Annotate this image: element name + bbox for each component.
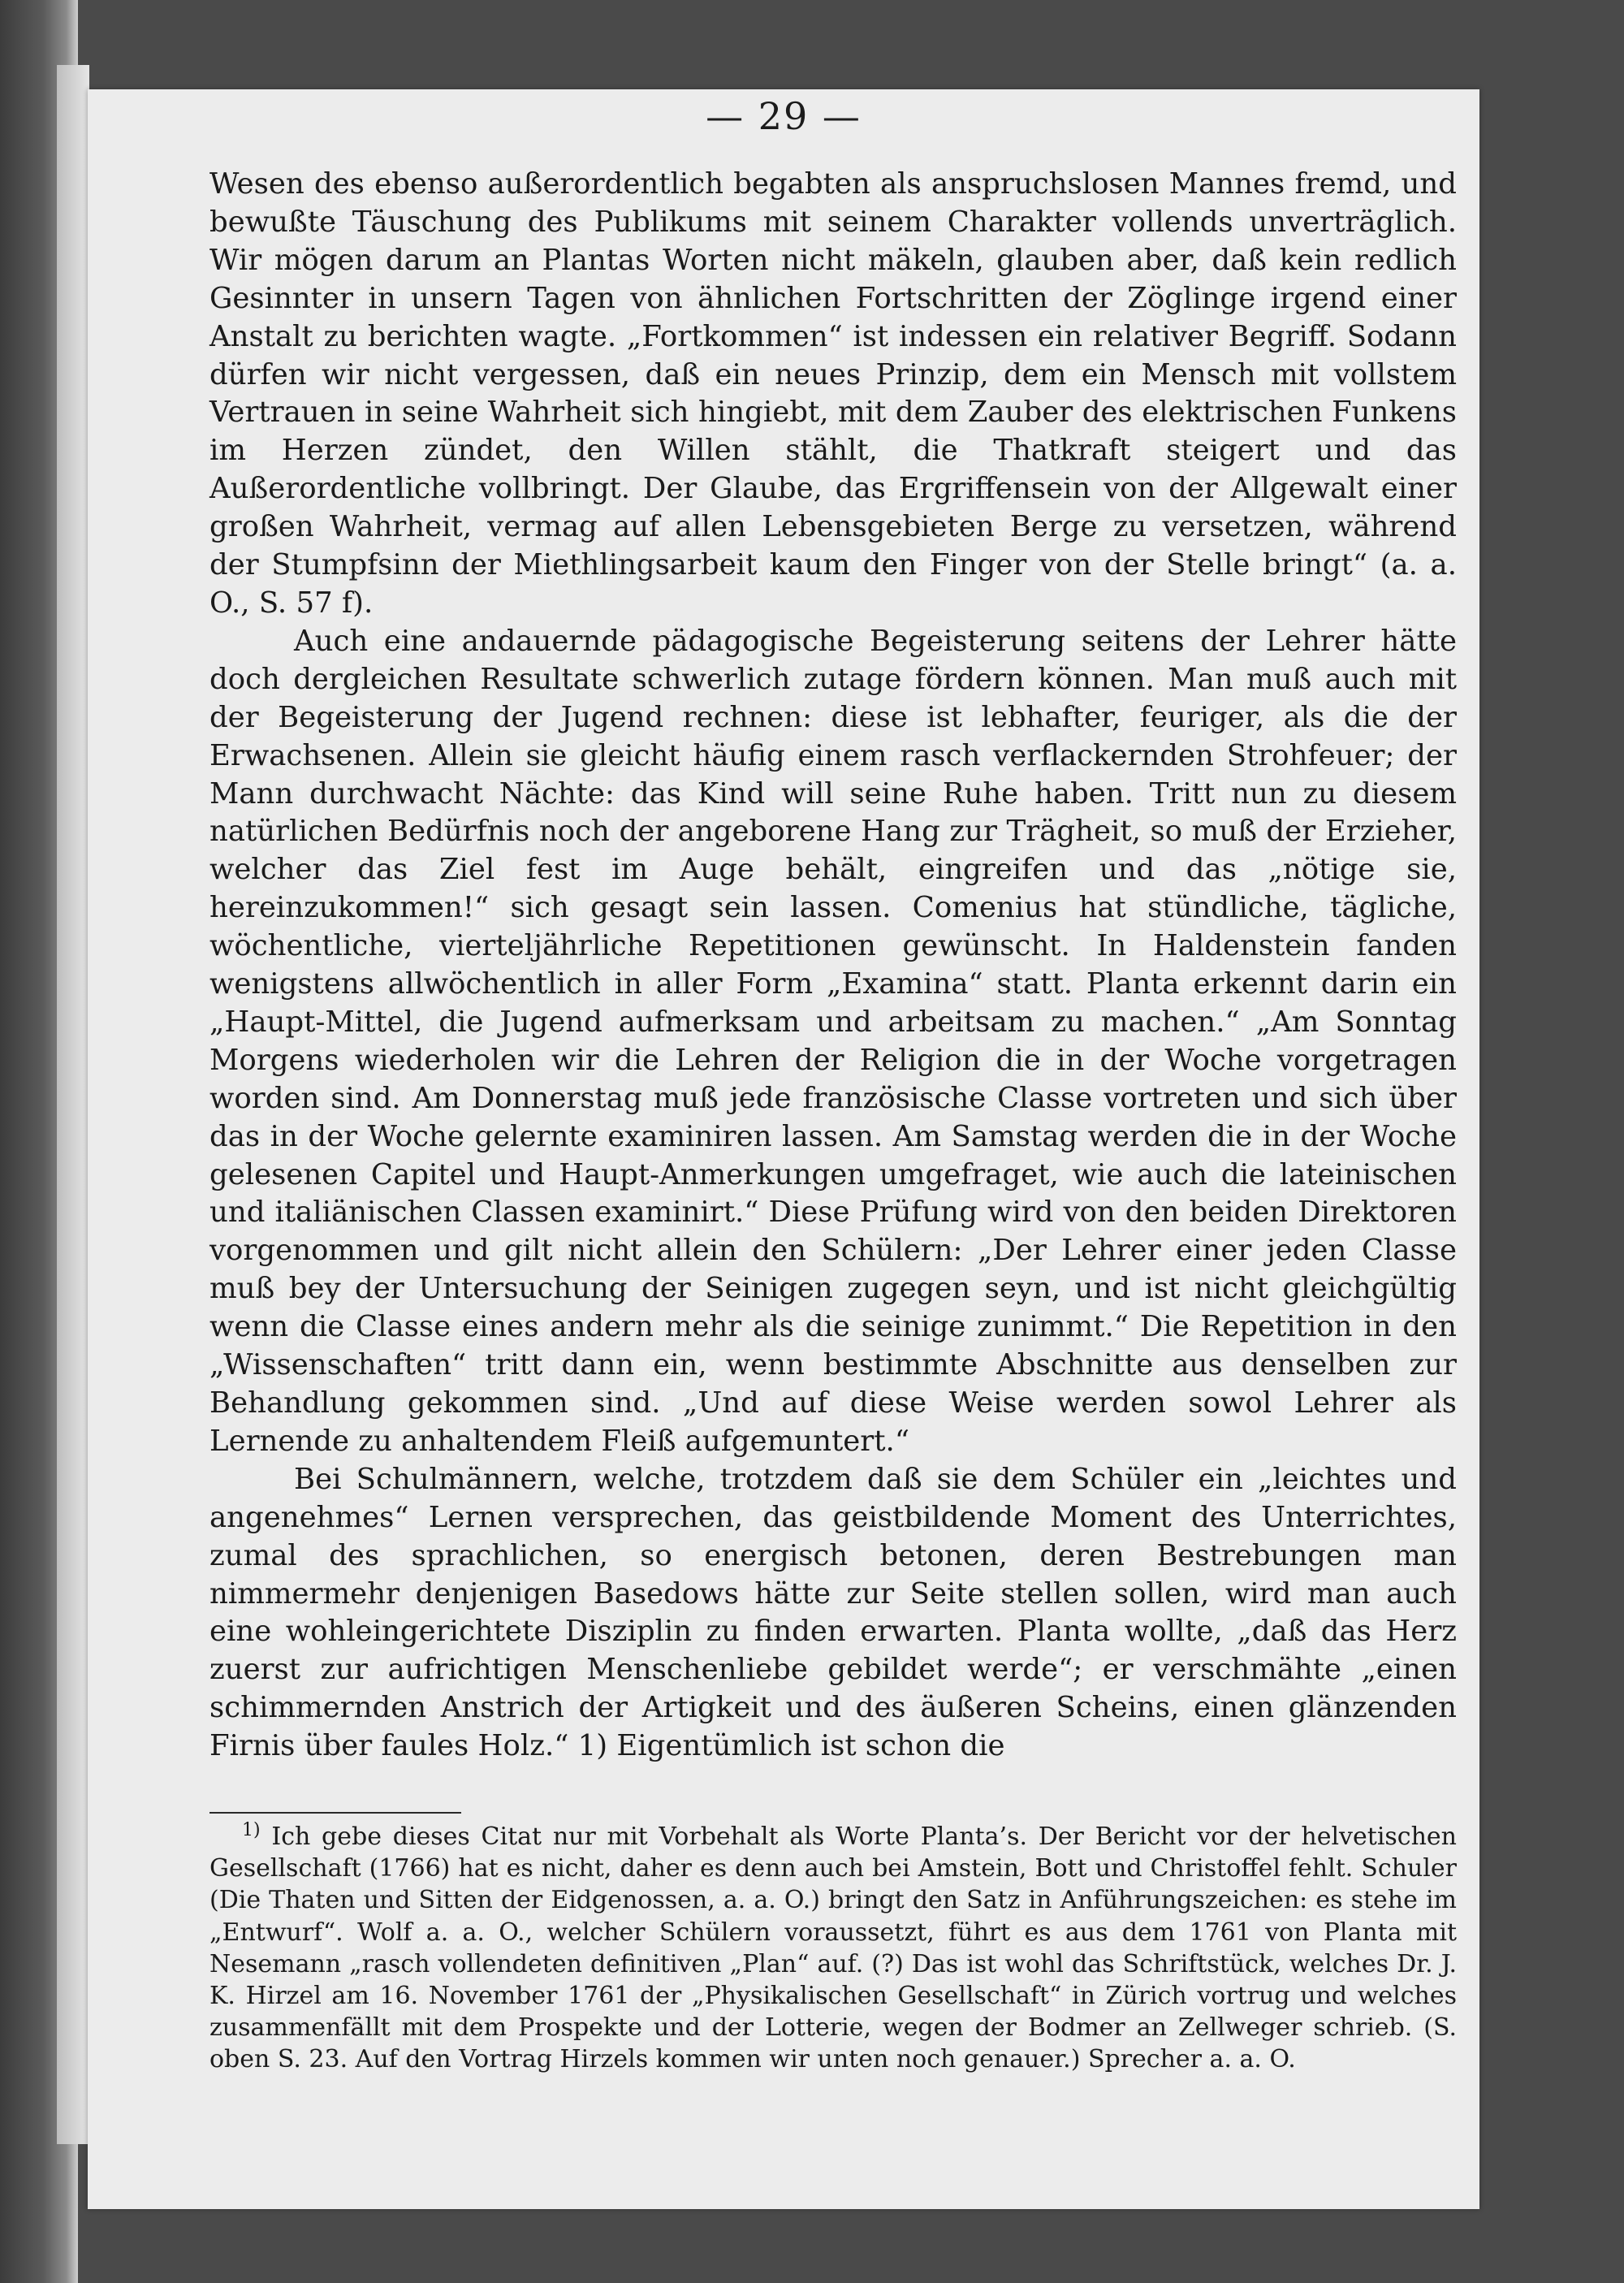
- footnote-section: [209, 1821, 1457, 2076]
- paragraph-1: Wesen des ebenso außerordentlich begabten als anspruchslosen Mannes fremd, und bewußte Täuschung des Publikums mit seinem Charakter vollends unverträglich. Wir mögen darum an Plantas Worten nicht mäkeln, glauben aber, daß kein redlich Gesinnter in unsern Tagen von ähnlichen Fortschritten der Zöglinge irgend einer Anstalt zu berichten wagte. „Fortkommen“ ist indessen ein relativer Begriff. Sodann dürfen wir nicht vergessen, daß ein neues Prinzip, dem ein Mensch mit vollstem Vertrauen in seine Wahrheit sich hingiebt, mit dem Zauber des elektrischen Funkens im Herzen zündet, den Willen stählt, die Thatkraft steigert und das Außerordentliche vollbringt. Der Glaube, das Ergriffensein von der Allgewalt einer großen Wahrheit, vermag auf allen Lebensgebieten Berge zu versetzen, während der Stumpfsinn der Miethlingsarbeit kaum den Finger von der Stelle bringt“ (a. a. O., S. 57 f).: [209, 167, 1457, 620]
- paragraph-3: Bei Schulmännern, welche, trotzdem daß sie dem Schüler ein „leichtes und angenehmes“ Lernen versprechen, das geistbildende Moment des Unterrichtes, zumal des sprachlichen, so energisch betonen, deren Bestrebungen man nimmermehr denjenigen Basedows hätte zur Seite stellen sollen, wird man auch eine wohleingerichtete Disziplin zu finden erwarten. Planta wollte, „daß das Herz zuerst zur aufrichtigen Menschenliebe gebildet werde“; er verschmähte „einen schimmernden Anstrich der Artigkeit und des äußeren Scheins, einen glänzenden Firnis über faules Holz.“ 1) Eigentümlich ist schon die: [209, 1462, 1457, 1763]
- paragraph-2: Auch eine andauernde pädagogische Begeisterung seitens der Lehrer hätte doch dergleichen Resultate schwerlich zutage fördern können. Man muß auch mit der Begeisterung der Jugend rechnen: diese ist lebhafter, feuriger, als die der Erwachsenen. Allein sie gleicht häufig einem rasch verflackernden Strohfeuer; der Mann durchwacht Nächte: das Kind will seine Ruhe haben. Tritt nun zu diesem natürlichen Bedürfnis noch der angeborene Hang zur Trägheit, so muß der Erzieher, welcher das Ziel fest im Auge behält, eingreifen und das „nötige sie, hereinzukommen!“ sich gesagt sein lassen. Comenius hat stündliche, tägliche, wöchentliche, vierteljährliche Repetitionen gewünscht. In Haldenstein fanden wenigstens allwöchentlich in aller Form „Examina“ statt. Planta erkennt darin ein „Haupt-Mittel, die Jugend aufmerksam und arbeitsam zu machen.“ „Am Sonntag Morgens wiederholen wir die Lehren der Religion die in der Woche vorgetragen worden sind. Am Donnerstag muß jede französische Classe vortreten und sich über das in der Woche gelernte examiniren lassen. Am Samstag werden die in der Woche gelesenen Capitel und Haupt-Anmerkungen umgefraget, wie auch die lateinischen und italiänischen Classen examinirt.“ Diese Prüfung wird von den beiden Direktoren vorgenommen und gilt nicht allein den Schülern: „Der Lehrer einer jeden Classe muß bey der Untersuchung der Seinigen zugegen seyn, und ist nicht gleichgültig wenn die Classe eines andern mehr als die seinige zunimmt.“ Die Repetition in den „Wissenschaften“ tritt dann ein, wenn bestimmte Abschnitte aus denselben zur Behandlung gekommen sind. „Und auf diese Weise werden sowol Lehrer als Lernende zu anhaltendem Fleiß aufgemuntert.“: [209, 624, 1457, 1458]
- page-number: — 29 —: [706, 94, 862, 138]
- main-text: [209, 166, 1457, 1766]
- book-page: [88, 89, 1479, 2209]
- footnote-1: [209, 1821, 1457, 2076]
- footnote-divider: [209, 1812, 461, 1814]
- previous-page-edge: [57, 65, 89, 2144]
- footnote-text: Ich gebe dieses Citat nur mit Vorbehalt als Worte Planta’s. Der Bericht vor der helvetischen Gesellschaft (1766) hat es nicht, daher es denn auch bei Amstein, Bott und Christoffel fehlt. Schuler (Die Thaten und Sitten der Eidgenossen, a. a. O.) bringt den Satz in Anführungszeichen: es stehe im „Entwurf“. Wolf a. a. O., welcher Schülern voraussetzt, führt es aus dem 1761 von Planta mit Nesemann „rasch vollendeten definitiven „Plan“ auf. (?) Das ist wohl das Schriftstück, welches Dr. J. K. Hirzel am 16. November 1761 der „Physikalischen Gesellschaft“ in Zürich vortrug und welches zusammenfällt mit dem Prospekte und der Lotterie, wegen der Bodmer an Zellweger schrieb. (S. oben S. 23. Auf den Vortrag Hirzels kommen wir unten noch genauer.) Sprecher a. a. O.: [209, 1823, 1458, 2074]
- footnote-marker: 1): [242, 1820, 261, 1840]
